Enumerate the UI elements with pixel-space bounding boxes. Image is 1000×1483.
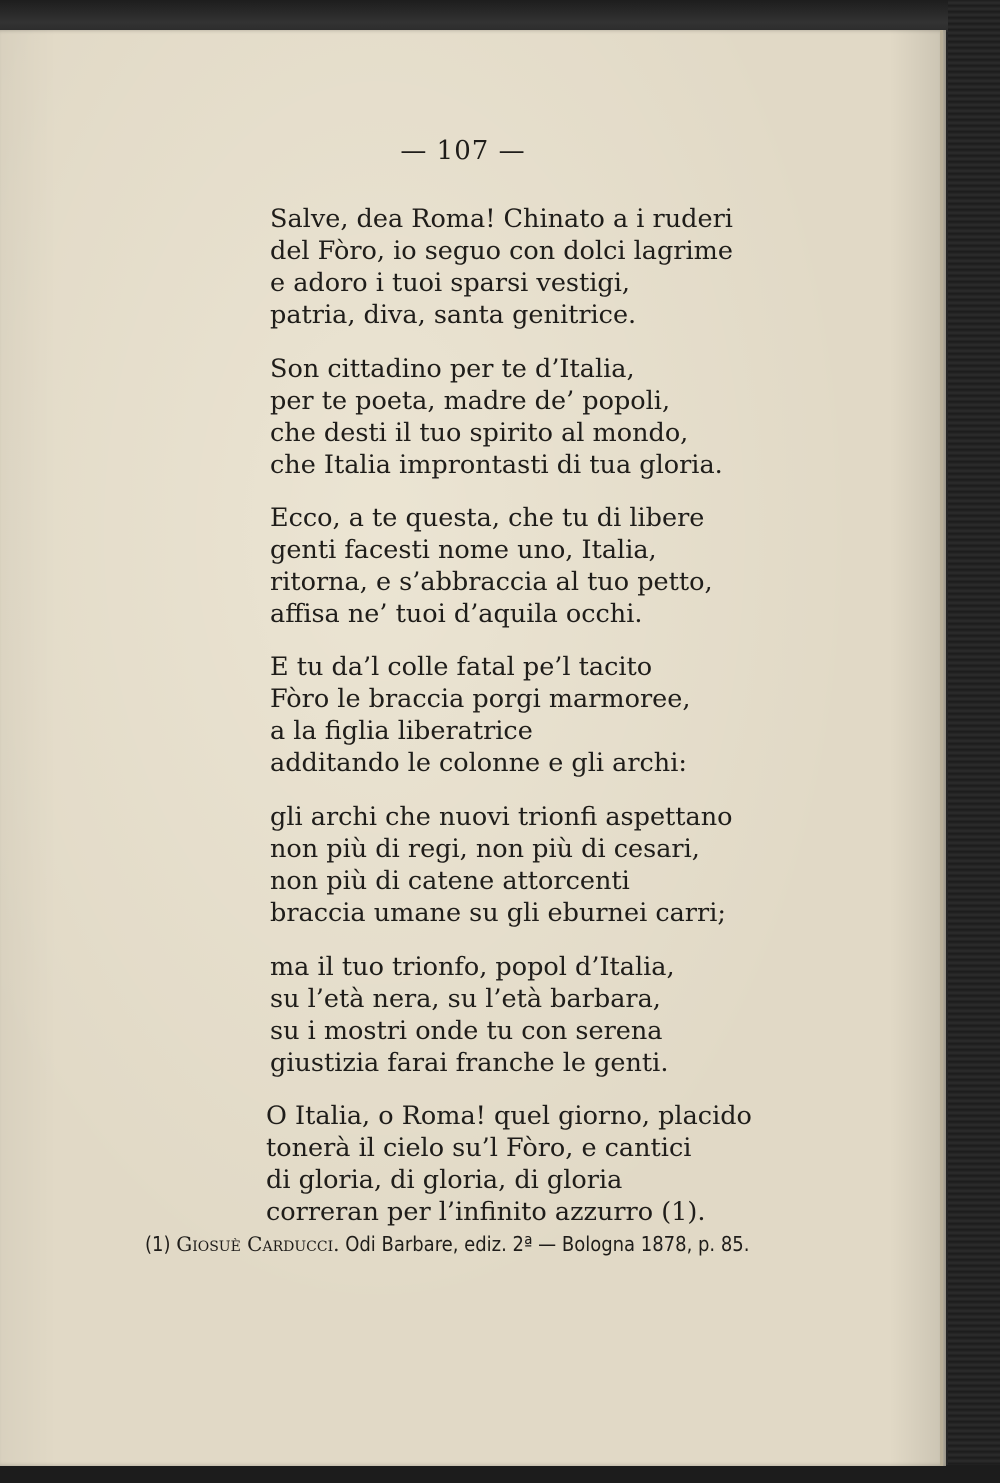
stanza-6 xyxy=(270,951,790,1079)
verse-line: non più di catene attorcenti xyxy=(270,866,630,896)
stanza-3 xyxy=(270,502,790,630)
verse-line: Son cittadino per te d’Italia, xyxy=(270,354,635,384)
stanza-2 xyxy=(270,353,790,481)
footnote-author: Giosuè Carducci. xyxy=(176,1232,340,1256)
verse-line: O Italia, o Roma! quel giorno, placido xyxy=(266,1101,752,1131)
verse-line: non più di regi, non più di cesari, xyxy=(270,834,700,864)
scan-top-edge xyxy=(0,0,1000,32)
verse-line: che Italia improntasti di tua gloria. xyxy=(270,450,723,480)
footnote-citation: Odi Barbare, ediz. 2ª — Bologna 1878, p. 85. xyxy=(345,1232,750,1256)
verse-line: di gloria, di gloria, di gloria xyxy=(266,1165,623,1195)
page-number: — 107 — xyxy=(400,136,526,166)
verse-line: additando le colonne e gli archi: xyxy=(270,748,687,778)
stanza-7 xyxy=(266,1100,786,1228)
stanza-4 xyxy=(270,651,790,779)
verse-line: su i mostri onde tu con serena xyxy=(270,1016,663,1046)
footnote xyxy=(145,1232,865,1256)
verse-line: che desti il tuo spirito al mondo, xyxy=(270,418,689,448)
scan-bottom-edge xyxy=(0,1465,1000,1483)
verse-line: E tu da’l colle fatal pe’l tacito xyxy=(270,652,653,682)
verse-line: per te poeta, madre de’ popoli, xyxy=(270,386,671,416)
page-content xyxy=(0,30,946,1466)
verse-line: Salve, dea Roma! Chinato a i ruderi xyxy=(270,204,733,234)
verse-line: Fòro le braccia porgi marmoree, xyxy=(270,684,691,714)
footnote-marker: (1) xyxy=(145,1232,171,1256)
stanza-1 xyxy=(270,203,790,331)
verse-line: ritorna, e s’abbraccia al tuo petto, xyxy=(270,567,713,597)
verse-line: e adoro i tuoi sparsi vestigi, xyxy=(270,268,630,298)
verse-line: affisa ne’ tuoi d’aquila occhi. xyxy=(270,599,643,629)
verse-line: giustizia farai franche le genti. xyxy=(270,1048,669,1078)
verse-line: a la figlia liberatrice xyxy=(270,716,533,746)
stanza-5 xyxy=(270,801,790,929)
verse-line: patria, diva, santa genitrice. xyxy=(270,300,637,330)
book-page xyxy=(0,30,946,1466)
book-cover-edge xyxy=(948,0,1000,1483)
verse-line: su l’età nera, su l’età barbara, xyxy=(270,984,661,1014)
verse-line: genti facesti nome uno, Italia, xyxy=(270,535,657,565)
verse-line: gli archi che nuovi trionfi aspettano xyxy=(270,802,733,832)
verse-line: correran per l’infinito azzurro (1). xyxy=(266,1197,706,1227)
verse-line: tonerà il cielo su’l Fòro, e cantici xyxy=(266,1133,692,1163)
page-edge xyxy=(940,30,943,1466)
verse-line: braccia umane su gli eburnei carri; xyxy=(270,898,726,928)
verse-line: del Fòro, io seguo con dolci lagrime xyxy=(270,236,733,266)
verse-line: ma il tuo trionfo, popol d’Italia, xyxy=(270,952,675,982)
verse-line: Ecco, a te questa, che tu di libere xyxy=(270,503,705,533)
